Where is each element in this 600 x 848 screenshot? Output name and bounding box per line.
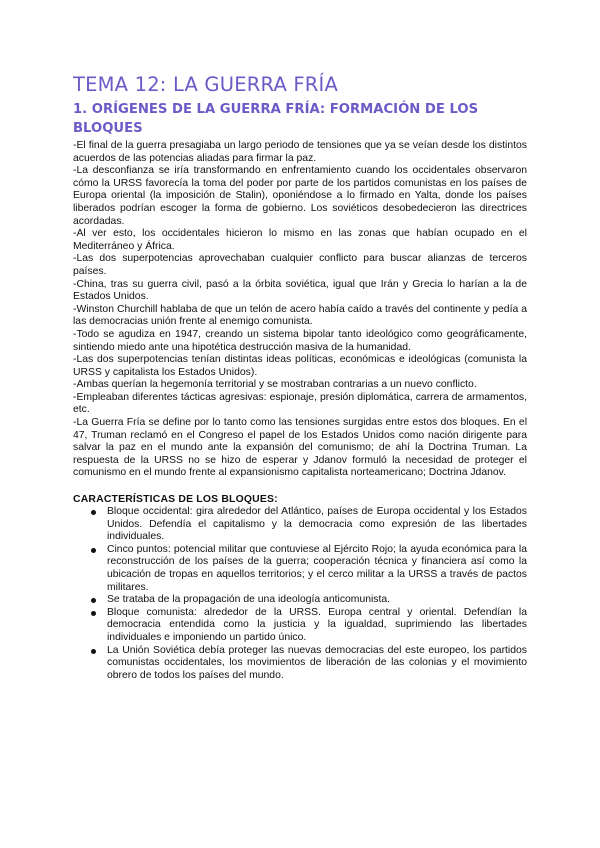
paragraph: -La desconfianza se iría transformando en enfrentamiento cuando los occidentales observaron cómo la URSS favorecía la toma del poder por parte de los partidos comunistas en los países de Europa oriental (la imposición de Stalin), oponiéndose a lo firmado en Yalta, donde los países liberados podrían escoger la forma de gobierno. Los soviéticos desobedecieron las directrices acordadas. [73,165,527,227]
paragraph: -El final de la guerra presagiaba un largo periodo de tensiones que ya se veían desde los distintos acuerdos de las potencias aliadas para firmar la paz. [73,140,527,164]
paragraph: -Todo se agudiza en 1947, creando un sistema bipolar tanto ideológico como geográficamente, sintiendo miedo ante una hipotética destrucción masiva de la humanidad. [73,328,527,353]
paragraph: -Las dos superpotencias tenían distintas ideas políticas, económicas e ideológicas (comunista la URSS y capitalista los Estados Unidos). [73,354,527,378]
list-item-text: Se trataba de la propagación de una ideología anticomunista. [107,594,391,606]
list-item [73,645,527,683]
page-title: TEMA 12: LA GUERRA FRÍA [73,73,339,96]
bullet-icon [91,611,96,616]
list-item-text: Bloque comunista: alrededor de la URSS. Europa central y oriental. Defendían la democracia entendida como la justicia y la igualdad, suprimiendo las libertades individuales e imponiendo un partido único. [107,606,527,643]
section-heading-origins: 1. ORÍGENES DE LA GUERRA FRÍA: FORMACIÓN DE LOS BLOQUES [73,102,479,136]
paragraph: -Al ver esto, los occidentales hicieron lo mismo en las zonas que habían ocupado en el Mediterráneo y África. [73,228,527,252]
bullet-icon [91,598,96,603]
origins-text [73,140,527,480]
paragraph: -La Guerra Fría se define por lo tanto como las tensiones surgidas entre estos dos bloques. En el 47, Truman reclamó en el Congreso el papel de los Estados Unidos como nación dirigente para salvar la paz en el mundo ante la expansión del comunismo; de ahí la Doctrina Truman. La respuesta de la URSS no se hizo de esperar y Jdanov formuló la necesidad de proteger el comunismo en el mundo frente al expansionismo capitalista norteamericano; Doctrina Jdanov. [73,417,527,479]
paragraph: -Ambas querían la hegemonía territorial y se mostraban contrarias a un nuevo conflicto. [73,379,477,391]
section-heading-bloc-characteristics: CARACTERÍSTICAS DE LOS BLOQUES: [73,494,278,506]
list-item [73,607,527,645]
list-item-text: Bloque occidental: gira alrededor del Atlántico, países de Europa occidental y los Estados Unidos. Defendía el capitalismo y la democracia como expresión de las libertades individuales. [107,506,527,543]
paragraph: -Winston Churchill hablaba de que un telón de acero había caído a través del continente y pedía a las democracias unión frente al enemigo comunista. [73,303,527,328]
bullet-icon [91,510,96,515]
list-item-text: La Unión Soviética debía proteger las nuevas democracias del este europeo, los partidos comunistas occidentales, los movimientos de liberación de las colonias y el movimiento obrero de todos los países del mundo. [107,644,527,681]
list-item [73,544,527,594]
paragraph: -China, tras su guerra civil, pasó a la órbita soviética, igual que Irán y Grecia lo harían a la de Estados Unidos. [73,278,527,303]
list-item-text: Cinco puntos: potencial militar que contuviese al Ejército Rojo; la ayuda económica para la reconstrucción de los países de la guerra; cooperación técnica y financiera así como la ubicación de tropas en aquellos territorios; y el cerco militar a la URSS a través de pactos militares. [107,543,527,593]
paragraph: -Empleaban diferentes tácticas agresivas: espionaje, presión diplomática, carrera de armamentos, etc. [73,391,527,416]
bullet-icon [91,649,96,654]
bloc-characteristics-list [73,506,527,682]
document-content [73,72,527,682]
bullet-icon [91,548,96,553]
paragraph: -Las dos superpotencias aprovechaban cualquier conflicto para buscar alianzas de terceros países. [73,253,527,277]
list-item [73,506,527,544]
list-item [73,594,527,607]
